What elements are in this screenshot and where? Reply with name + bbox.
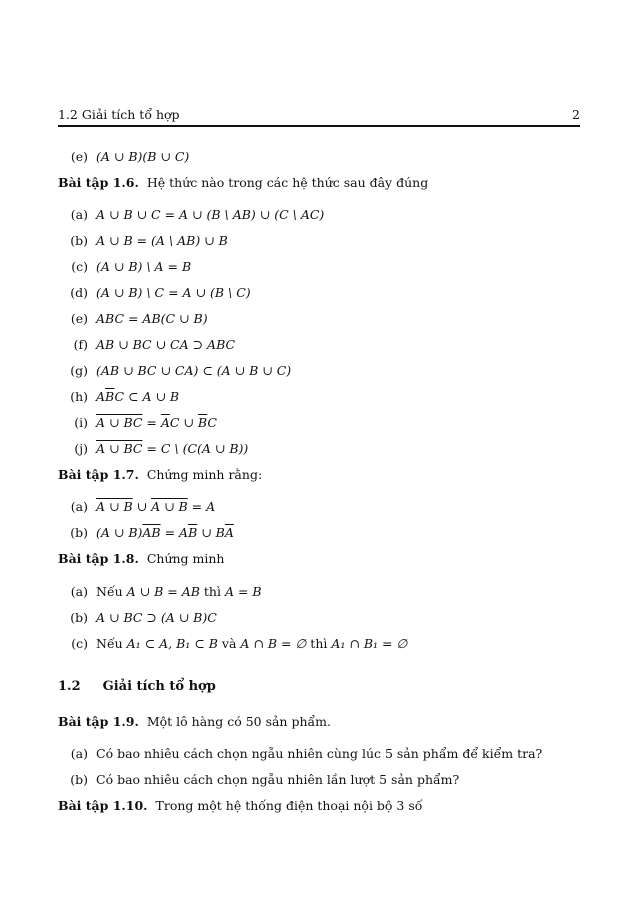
exercise-heading	[58, 467, 262, 482]
header-rule	[58, 125, 580, 127]
item-label: (a)	[70, 207, 88, 222]
section-heading	[58, 679, 216, 694]
item-formula: A ∪ B = (A \ AB) ∪ B	[96, 233, 228, 248]
list-item	[68, 610, 217, 625]
item-formula: A ∪ BC ⊃ (A ∪ B)C	[96, 610, 217, 625]
list-item	[68, 259, 191, 274]
exercise-text: Một lô hàng có 50 sản phẩm.	[146, 714, 331, 729]
section-title: Giải tích tổ hợp	[102, 679, 216, 694]
list-item	[68, 207, 324, 222]
exercise-text: Trong một hệ thống điện thoại nội bộ 3 số	[155, 798, 423, 813]
item-text: Nếu A₁ ⊂ A, B₁ ⊂ B và A ∩ B = ∅ thì A₁ ∩ B₁ = ∅	[96, 636, 408, 651]
item-text: Có bao nhiêu cách chọn ngẫu nhiên lần lượt 5 sản phẩm?	[96, 772, 460, 787]
item-formula: (A ∪ B)(B ∪ C)	[96, 149, 190, 164]
item-formula: A ∪ BC = $\overline{A}C$ ∪ $\overline{B}C$	[96, 415, 217, 430]
item-formula: A ∪ B ∪ A ∪ B = A	[96, 499, 216, 514]
item-label: (f)	[73, 337, 88, 352]
item-formula: (AB ∪ BC ∪ CA) ⊂ (A ∪ B ∪ C)	[96, 363, 292, 378]
item-formula: $A\overline{B}C$ ⊂ A ∪ B	[96, 389, 180, 404]
list-item	[68, 149, 189, 164]
item-formula: (A ∪ B) \ A = B	[96, 259, 192, 274]
item-label: (a)	[70, 584, 88, 599]
item-formula: ABC = AB(C ∪ B)	[96, 311, 208, 326]
exercise-title: Bài tập 1.7.	[58, 467, 139, 482]
list-item	[68, 389, 179, 404]
item-label: (a)	[70, 499, 88, 514]
item-label: (h)	[70, 389, 88, 404]
item-formula: A ∪ BC = C \ (C(A ∪ B))	[96, 441, 249, 456]
list-item	[68, 363, 291, 378]
section-number: 1.2	[58, 679, 81, 694]
list-item	[68, 636, 407, 651]
list-item	[68, 499, 215, 514]
item-label: (d)	[70, 285, 88, 300]
item-formula: (A ∪ $B)\overline{AB} = A\overline{B}$ ∪ $B\overline{A}$	[96, 525, 234, 540]
item-label: (e)	[70, 149, 88, 164]
list-item	[68, 311, 208, 326]
list-item	[68, 233, 228, 248]
list-item	[68, 415, 217, 430]
exercise-text: Chứng minh rằng:	[146, 467, 263, 482]
running-header-title: 1.2 Giải tích tổ hợp	[58, 107, 180, 122]
item-formula: (A ∪ B) \ C = A ∪ (B \ C)	[96, 285, 251, 300]
list-item	[68, 285, 251, 300]
item-label: (a)	[70, 746, 88, 761]
list-item	[68, 746, 542, 761]
item-label: (j)	[74, 441, 88, 456]
exercise-text: Hệ thức nào trong các hệ thức sau đây đúng	[146, 175, 429, 190]
exercise-title: Bài tập 1.10.	[58, 798, 148, 813]
exercise-title: Bài tập 1.6.	[58, 175, 139, 190]
item-label: (c)	[71, 259, 88, 274]
item-label: (b)	[70, 610, 88, 625]
item-text: Nếu A ∪ B = AB thì A = B	[96, 584, 262, 599]
item-formula: AB ∪ BC ∪ CA ⊃ ABC	[96, 337, 236, 352]
item-formula: A ∪ B ∪ C = A ∪ (B \ AB) ∪ (C \ AC)	[96, 207, 325, 222]
list-item	[68, 337, 235, 352]
exercise-title: Bài tập 1.8.	[58, 551, 139, 566]
list-item	[68, 772, 459, 787]
exercise-heading	[58, 551, 225, 566]
item-label: (i)	[74, 415, 88, 430]
list-item	[68, 525, 234, 540]
list-item	[68, 441, 248, 456]
list-item	[68, 584, 262, 599]
page-number: 2	[572, 107, 580, 122]
item-label: (e)	[70, 311, 88, 326]
item-label: (g)	[70, 363, 88, 378]
exercise-heading	[58, 798, 422, 813]
item-label: (c)	[71, 636, 88, 651]
exercise-text: Chứng minh	[146, 551, 225, 566]
exercise-heading	[58, 175, 428, 190]
item-label: (b)	[70, 525, 88, 540]
item-label: (b)	[70, 233, 88, 248]
exercise-heading	[58, 714, 331, 729]
item-text: Có bao nhiêu cách chọn ngẫu nhiên cùng lúc 5 sản phẩm để kiểm tra?	[96, 746, 543, 761]
item-label: (b)	[70, 772, 88, 787]
exercise-title: Bài tập 1.9.	[58, 714, 139, 729]
